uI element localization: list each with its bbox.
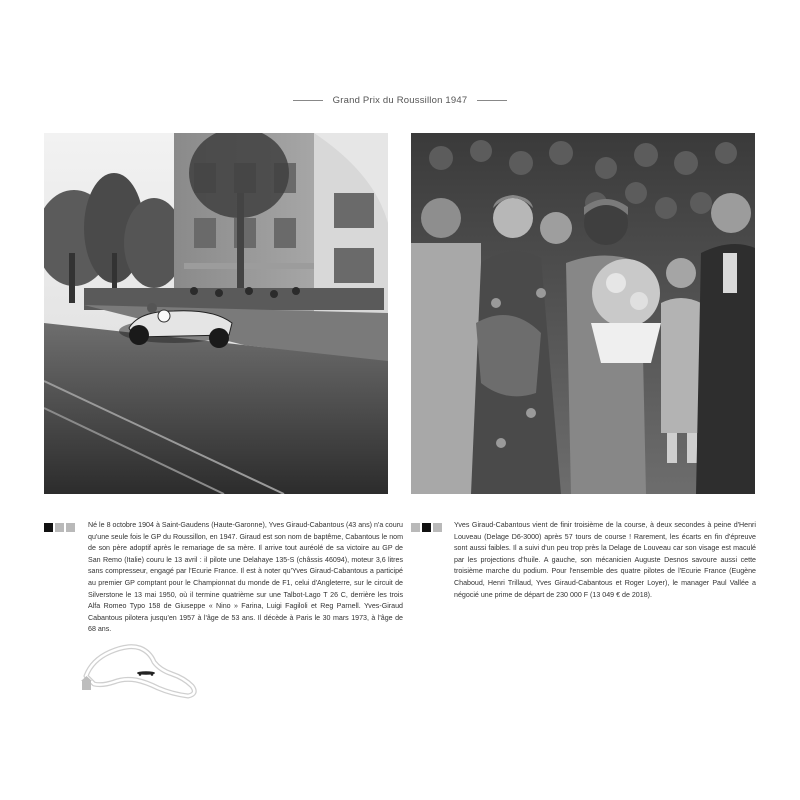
marker-square-light bbox=[433, 523, 442, 532]
marker-square-dark bbox=[44, 523, 53, 532]
header-rule-right bbox=[477, 100, 507, 101]
circuit-track-outline bbox=[86, 647, 194, 696]
podium-photo-image bbox=[411, 133, 755, 494]
marker-square-dark bbox=[422, 523, 431, 532]
car-silhouette-icon bbox=[137, 671, 155, 676]
page-header bbox=[0, 95, 800, 106]
race-car-photo-image bbox=[44, 133, 388, 494]
header-rule-left bbox=[293, 100, 323, 101]
section-marker-right bbox=[411, 523, 442, 532]
page-title: Grand Prix du Roussillon 1947 bbox=[332, 95, 468, 106]
marker-square-light bbox=[66, 523, 75, 532]
circuit-map bbox=[80, 632, 205, 702]
caption-right: Yves Giraud-Cabantous vient de finir troisième de la course, à deux secondes à peine d'Henri Louveau (Delage D6-3000) après 57 tours de course ! Rarement, les écarts en fin d'épreuve sont aussi faibles. Il a suivi d'un peu trop près la Delage de Louveau car son visage est maculé par les projections d'huile. A gauche, son mécanicien Auguste Desnos savoure aussi cette troisième marche du podium. Pour l'ensemble des quatre pilotes de l'Ecurie France (Eugène Chaboud, Henri Trillaud, Yves Giraud-Cabantous et Roger Loyer), le manager Paul Vallée a négocié une prime de départ de 230 000 F (13 049 € de 2018). bbox=[454, 521, 756, 599]
marker-square-light bbox=[55, 523, 64, 532]
race-car-photo bbox=[44, 133, 388, 494]
caption-left: Né le 8 octobre 1904 à Saint-Gaudens (Haute-Garonne), Yves Giraud-Cabantous (43 ans) n'a couru qu'une seule fois le GP du Roussillon, en 1947. Giraud est son nom de baptême, Cabantous le nom de son père adoptif après le remariage de sa mère. Il arrive tout auréolé de sa victoire au GP de San Remo (Italie) couru le 13 avril : il pilote une Delahaye 135-S (châssis 46094), moteur 3,6 litres sans compresseur, engagé par l'Ecurie France. Il est à noter qu'Yves Giraud-Cabantous a participé au premier GP comptant pour le Championnat du monde de F1, celui d'Angleterre, sur le circuit de Silverstone le 13 mai 1950, où il termine quatrième sur une Talbot-Lago T 26 C, derrière les trois Alfa Romeo Typo 158 de Giuseppe « Nino » Farina, Luigi Fagiloli et Reg Parnell. Yves-Giraud Cabantous pilotera jusqu'en 1957 à l'âge de 53 ans. Il décède à Paris le 30 mars 1973, à l'âge de 68 ans. bbox=[88, 521, 403, 634]
section-marker-left bbox=[44, 523, 75, 532]
podium-photo bbox=[411, 133, 755, 494]
marker-square-light bbox=[411, 523, 420, 532]
